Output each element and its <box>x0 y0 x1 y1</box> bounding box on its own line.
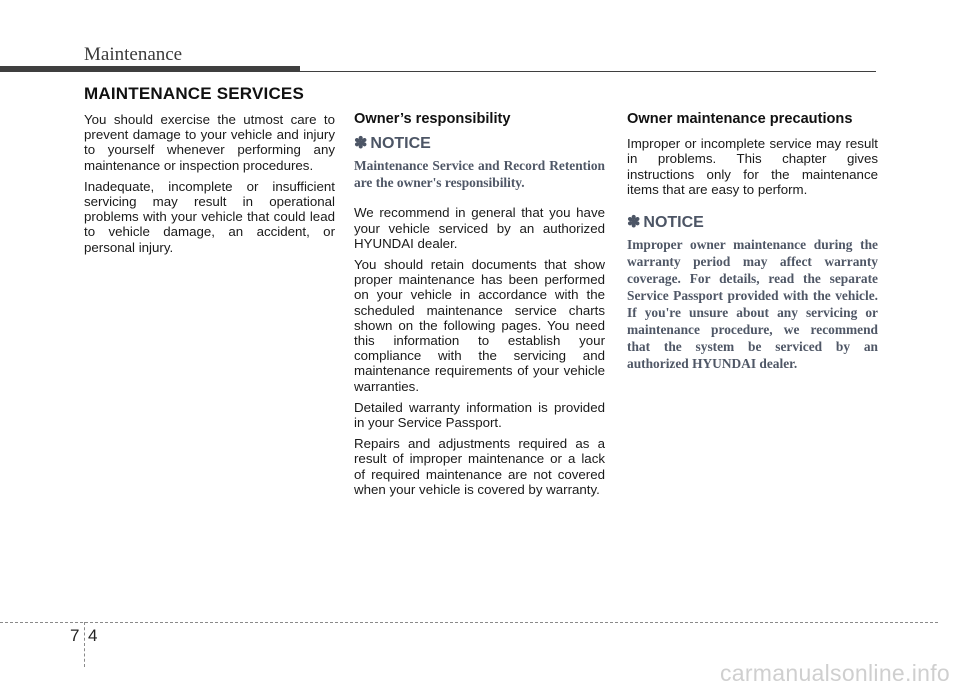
section-header: Maintenance <box>84 44 183 65</box>
notice-title <box>354 136 605 151</box>
owners-responsibility-heading: Owner’s responsibility <box>354 111 511 127</box>
column-middle <box>354 112 605 503</box>
notice-label: NOTICE <box>370 135 431 153</box>
column-left <box>84 112 335 261</box>
paragraph: You should exercise the utmost care to prevent damage to your vehicle and injury to yourself whenever performing any maintenance or inspection procedures. <box>84 112 335 173</box>
paragraph: Improper or incomplete service may result in problems. This chapter gives instructions only for the maintenance items that are easy to perform. <box>627 136 878 197</box>
asterisk-icon: ✽ <box>627 214 641 232</box>
paragraph: Inadequate, incomplete or insufficient servicing may result in operational problems with your vehicle that could lead to vehicle damage, an accident, or personal injury. <box>84 178 335 255</box>
page-heading: MAINTENANCE SERVICES <box>84 84 304 103</box>
chapter-number: 7 <box>70 626 80 645</box>
paragraph: Detailed warranty information is provided in your Service Passport. <box>354 399 605 431</box>
paragraph: We recommend in general that you have your vehicle serviced by an authorized HYUNDAI dealer. <box>354 205 605 251</box>
notice-body: Improper owner maintenance during the warranty period may affect warranty coverage. For details, read the separate Service Passport provided with the vehicle. If you're unsure about any servicing or maintenance procedure, we recommend that the system be serviced by an authorized HYUNDAI dealer. <box>627 237 878 372</box>
header-rule-thick <box>0 66 300 72</box>
notice-title <box>627 215 878 230</box>
footer-divider <box>84 622 85 667</box>
notice-label: NOTICE <box>643 214 704 232</box>
watermark: carmanualsonline.info <box>719 660 950 686</box>
asterisk-icon: ✽ <box>354 135 368 153</box>
paragraph: Repairs and adjustments required as a result of improper maintenance or a lack of required maintenance are not covered when your vehicle is covered by warranty. <box>354 436 605 497</box>
column-right <box>627 112 878 386</box>
owner-maintenance-precautions-heading: Owner maintenance precautions <box>627 111 853 127</box>
notice-body: Maintenance Service and Record Retention are the owner's responsibility. <box>354 158 605 191</box>
header-rule-thin <box>300 71 876 72</box>
paragraph: You should retain documents that show proper maintenance has been performed on your vehicle in accordance with the scheduled maintenance service charts shown on the following pages. You need this information to establish your compliance with the servicing and maintenance requirements of your vehicle warranties. <box>354 257 605 394</box>
page-number: 4 <box>88 626 98 645</box>
footer-rule <box>0 622 938 623</box>
